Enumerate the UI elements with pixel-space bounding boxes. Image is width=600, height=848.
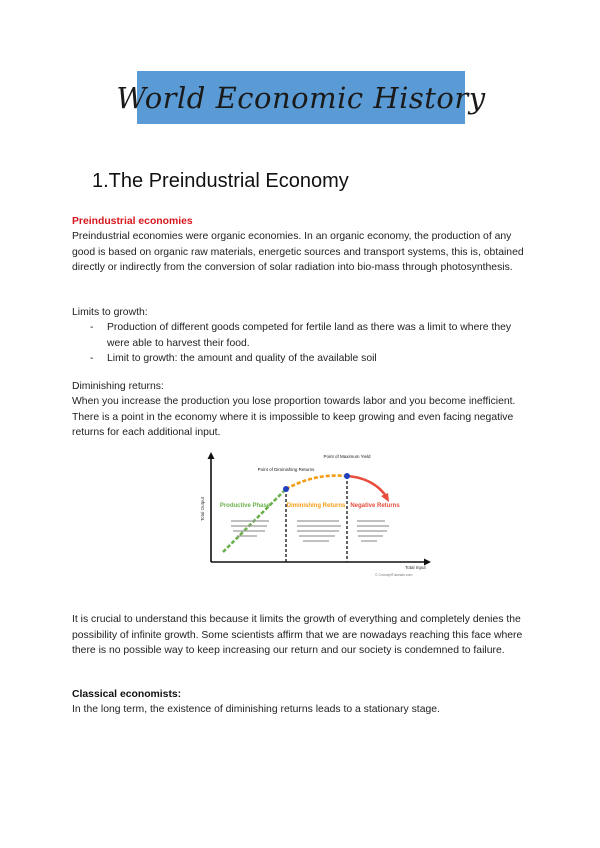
- section-heading-preindustrial: Preindustrial economies: [72, 216, 193, 227]
- y-axis-arrow-icon: [208, 452, 215, 459]
- x-axis-label: Total Input: [405, 565, 426, 570]
- page-title: 1.The Preindustrial Economy: [92, 170, 349, 192]
- diminishing-curve: [286, 476, 347, 489]
- list-item: - Production of different goods competed for fertile land as there was a limit to where they were able to harvest their food.: [72, 320, 532, 351]
- negative-curve: [347, 476, 386, 496]
- chart-credit: © ConceptTutorials.com: [375, 573, 413, 577]
- stage-label-negative: Negative Returns: [350, 503, 400, 509]
- paragraph-diminishing: When you increase the production you lose proportion towards labor and you become inefficient. There is a point in the economy where it is impossible to keep growing and even facing negative returns for each additional input.: [72, 396, 516, 438]
- stage-label-diminishing: Diminishing Returns: [286, 503, 346, 509]
- paragraph-classical: In the long term, the existence of diminishing returns leads to a stationary stage.: [72, 704, 440, 715]
- paragraph-preindustrial: Preindustrial economies were organic economies. In an organic economy, the production of any good is based on organic raw materials, energetic sources and transport systems, this is, obtained directly or indirectly from the conversion of solar radiation into bio-mass through photosynthesis.: [72, 231, 524, 273]
- point-diminishing-marker: [283, 486, 289, 492]
- paragraph-crucial: It is crucial to understand this because it limits the growth of everything and completely denies the possibility of infinite growth. Some scientists affirm that we are nowadays reaching this face where there is no possible way to keep increasing our return and our society is condemned to failure.: [72, 614, 523, 656]
- classical-title: Classical economists:: [72, 689, 182, 700]
- diminishing-title: Diminishing returns:: [72, 381, 164, 392]
- limits-list: [72, 320, 532, 367]
- marker-label-max-yield: Point of Maximum Yield: [323, 454, 371, 459]
- diminishing-returns-chart: [195, 449, 435, 581]
- title-banner: [116, 71, 486, 124]
- point-max-yield-marker: [344, 473, 350, 479]
- stage-label-productive: Productive Phase: [219, 503, 271, 509]
- list-item: - Limit to growth: the amount and quality of the available soil: [72, 351, 532, 367]
- limits-title: Limits to growth:: [72, 307, 148, 318]
- stage-description-lines: [231, 521, 389, 541]
- banner-title: World Economic History: [116, 80, 486, 115]
- y-axis-label: Total Output: [200, 496, 205, 522]
- marker-label-diminishing: Point of Diminishing Returns: [257, 467, 315, 472]
- negative-arrow-icon: [381, 493, 389, 502]
